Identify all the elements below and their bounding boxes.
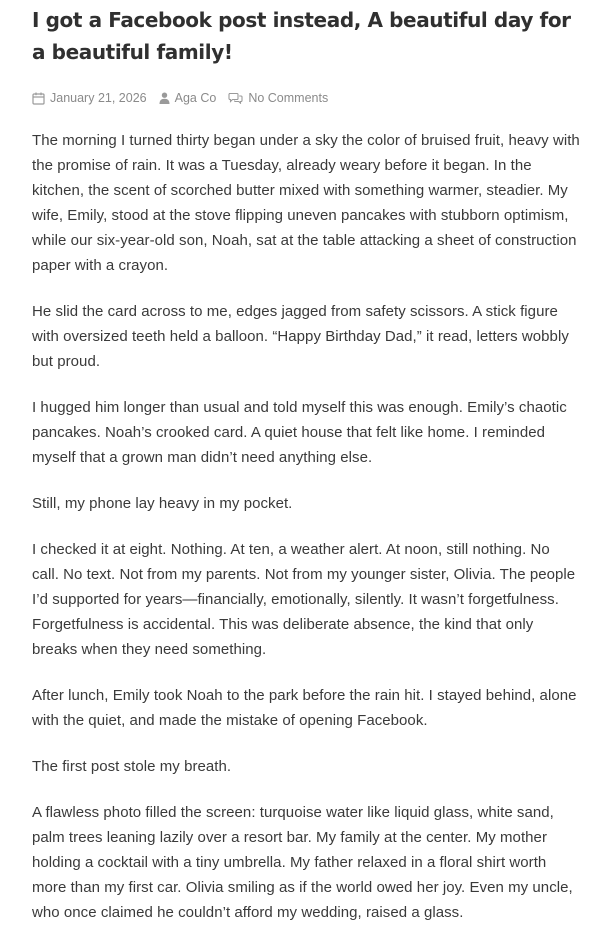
post-comments-link[interactable]: No Comments (248, 91, 329, 105)
comments-icon (228, 92, 243, 104)
paragraph: The first post stole my breath. (32, 758, 232, 775)
post-date (32, 91, 147, 105)
post-date-link[interactable]: January 21, 2026 (50, 91, 147, 105)
paragraph: The morning I turned thirty began under a sky the color of bruised fruit, heavy with the promise of rain. It was a Tuesday, already weary before it began. In the kitchen, the scent of scorched butter mixed with something warmer, steadier. My wife, Emily, stood at the stove flipping uneven pancakes with stubborn optimism, while our six-year-old son, Noah, sat at the table attacking a sheet of construction paper with a crayon. (32, 132, 580, 274)
post-title: I got a Facebook post instead, A beautiful day for a beautiful family! (32, 8, 571, 64)
user-icon (159, 92, 170, 104)
paragraph: A flawless photo filled the screen: turquoise water like liquid glass, white sand, palm trees leaning lazily over a resort bar. My family at the center. My mother holding a cocktail with a tiny umbrella. My father relaxed in a floral shirt worth more than my first car. Olivia smiling as if the world owed her joy. Even my uncle, who once claimed he couldn’t afford my wedding, raised a glass. (32, 804, 573, 921)
paragraph: After lunch, Emily took Noah to the park before the rain hit. I stayed behind, alone with the quiet, and made the mistake of opening Facebook. (32, 687, 577, 729)
post-author-link[interactable]: Aga Co (174, 91, 217, 105)
calendar-icon (32, 92, 45, 105)
post-meta (32, 88, 580, 108)
post-comments (228, 91, 328, 105)
paragraph: I hugged him longer than usual and told myself this was enough. Emily’s chaotic pancakes. Noah’s crooked card. A quiet house that felt like home. I reminded myself that a grown man didn’t need anything else. (32, 399, 567, 466)
paragraph: Still, my phone lay heavy in my pocket. (32, 495, 293, 512)
post-content (32, 128, 580, 925)
paragraph: He slid the card across to me, edges jagged from safety scissors. A stick figure with oversized teeth held a balloon. “Happy Birthday Dad,” it read, letters wobbly but proud. (32, 303, 569, 370)
article (32, 0, 580, 946)
post-author (159, 91, 217, 105)
paragraph: I checked it at eight. Nothing. At ten, a weather alert. At noon, still nothing. No call. No text. Not from my parents. Not from my younger sister, Olivia. The people I’d supported for years—financially, emotionally, silently. It wasn’t forgetfulness. Forgetfulness is accidental. This was deliberate absence, the kind that only breaks when they need something. (32, 541, 576, 658)
